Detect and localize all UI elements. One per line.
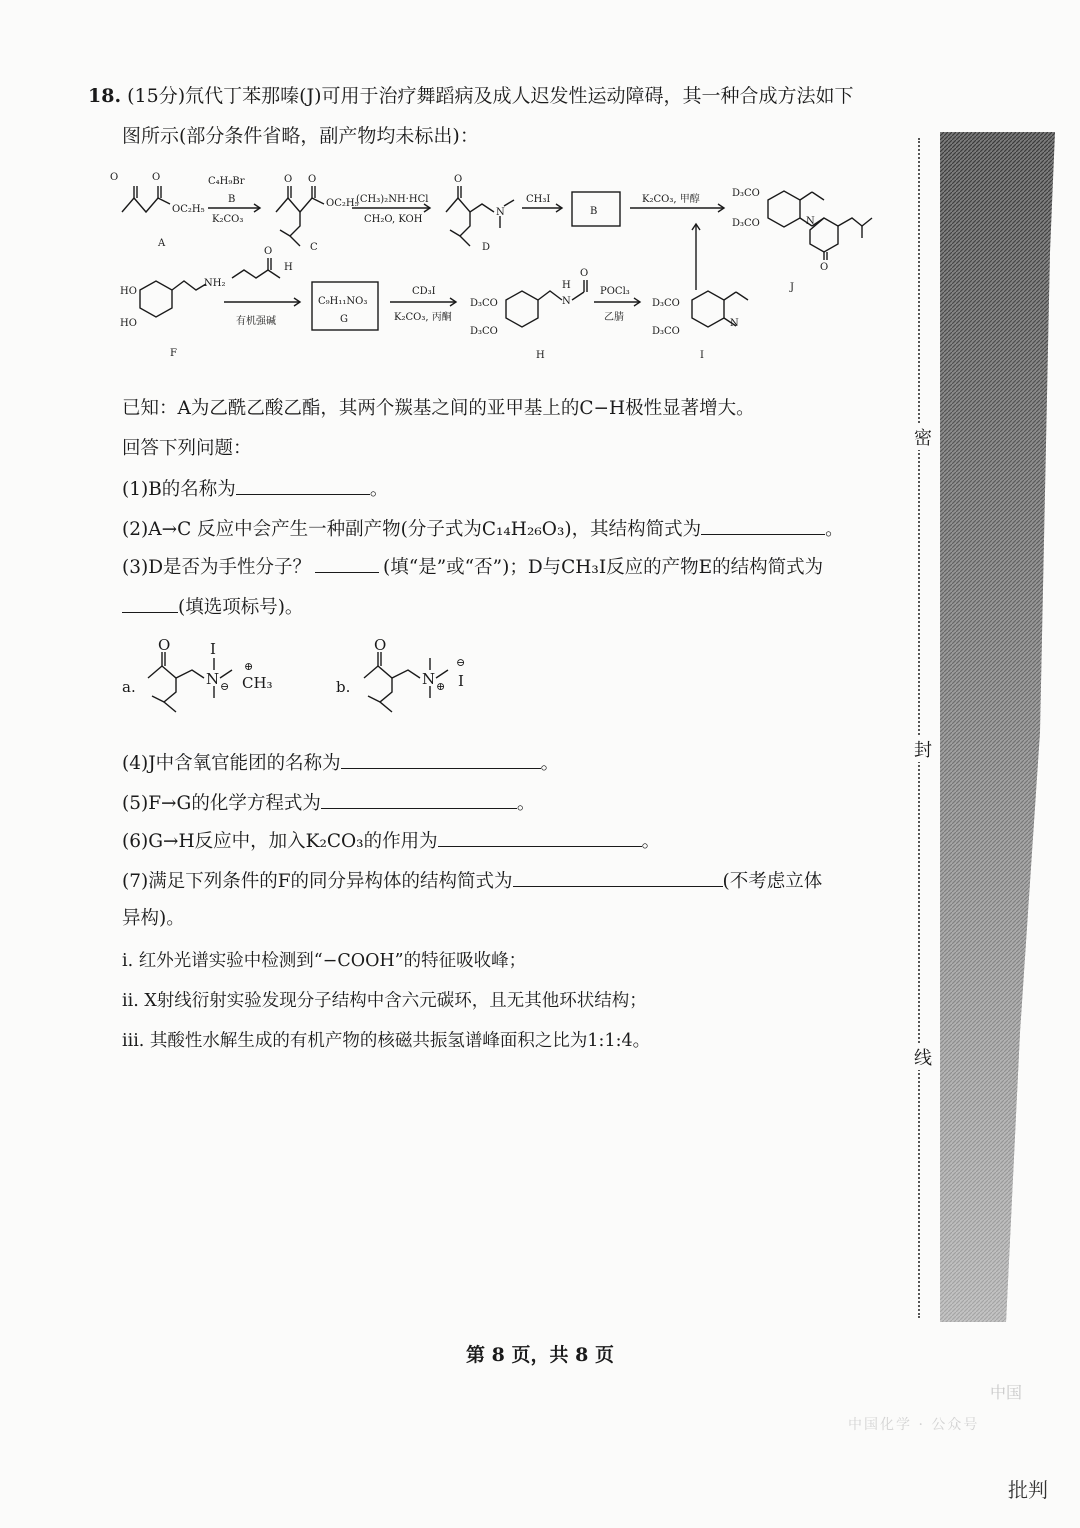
q1-text: (1)B的名称为	[122, 479, 236, 500]
label-h: H	[536, 350, 545, 361]
q3-text-a: (3)D是否为手性分子？	[122, 557, 312, 578]
margin-char-xian: 线	[912, 1044, 934, 1070]
compound-f-ring	[140, 281, 172, 317]
option-b-o: O	[374, 636, 387, 654]
option-a-plus: ⊕	[244, 660, 254, 673]
cond-a-c-mid: B	[228, 194, 236, 205]
label-i: I	[700, 350, 704, 361]
synthesis-scheme	[100, 160, 890, 380]
oc2h5-c: OC₂H₅	[326, 198, 359, 209]
option-b-plus: ⊕	[436, 680, 446, 693]
cond-f-g-bottom: 有机强碱	[236, 316, 276, 327]
condition-1: i. 红外光谱实验中检测到“−COOH”的特征吸收峰；	[122, 951, 527, 971]
question-5	[122, 788, 535, 819]
question-2	[122, 514, 844, 545]
title-line-2: 图所示(部分条件省略，副产物均未标出)：	[122, 125, 479, 147]
label-j: J	[790, 282, 795, 293]
n-label-j: N	[806, 216, 815, 227]
q7-text-a: (7)满足下列条件的F的同分异构体的结构简式为	[122, 871, 513, 892]
cond-g-h-bottom: K₂CO₃, 丙酮	[394, 312, 452, 323]
margin-char-mi: 密	[912, 424, 934, 450]
o-label-c2: O	[308, 174, 317, 185]
cond-e-j-top: K₂CO₃, 甲醇	[642, 194, 700, 205]
corner-text: 批判	[1008, 1478, 1048, 1502]
d3co-i1: D₃CO	[652, 298, 680, 309]
h-label-formate: H	[284, 262, 293, 273]
question-6	[122, 826, 660, 857]
o-label-j: O	[820, 262, 829, 273]
q3-text-b: (填“是”或“否”)；D与CH₃I反应的产物E的结构简式为	[383, 557, 824, 578]
n-label-i: N	[730, 318, 739, 329]
o-label-c1: O	[284, 174, 293, 185]
q1-answer-blank[interactable]	[236, 474, 370, 495]
q4-period: 。	[540, 753, 560, 774]
cond-a-c-top: C₄H₉Br	[208, 176, 245, 187]
cond-h-i-bottom: 乙腈	[604, 312, 624, 323]
compound-a-skeleton	[122, 198, 170, 212]
option-b-i: I	[458, 672, 464, 690]
o-label-d: O	[454, 174, 463, 185]
q4-text: (4)J中含氧官能团的名称为	[122, 753, 341, 774]
q4-answer-blank[interactable]	[341, 748, 541, 769]
margin-char-feng: 封	[912, 736, 934, 762]
option-b-minus: ⊖	[456, 656, 466, 669]
option-a-i: I	[210, 640, 216, 658]
q5-answer-blank[interactable]	[321, 788, 517, 809]
d3co-j1: D₃CO	[732, 188, 760, 199]
question-1	[122, 474, 388, 505]
q7-text-b: (不考虑立体	[722, 871, 823, 892]
o-label-a2: O	[152, 172, 161, 183]
margin-dotted-line	[918, 138, 920, 1318]
option-a-minus: ⊖	[220, 680, 230, 693]
q6-text: (6)G→H反应中，加入K₂CO₃的作用为	[122, 831, 438, 852]
n-label-h: N	[562, 296, 571, 307]
o-label-h: O	[580, 268, 589, 279]
o-label-formate: O	[264, 246, 273, 257]
q2-text: (2)A→C 反应中会产生一种副产物(分子式为C₁₄H₂₆O₃)，其结构简式为	[122, 519, 702, 540]
q3-text-c: (填选项标号)。	[178, 597, 304, 618]
known-info: 已知：A为乙酰乙酸乙酯，其两个羰基之间的亚甲基上的C−H极性显著增大。	[122, 398, 755, 419]
nh2-f: NH₂	[204, 278, 226, 289]
answer-prompt: 回答下列问题：	[122, 438, 252, 459]
o-label-a1: O	[110, 172, 119, 183]
cond-c-d-top: (CH₃)₂NH·HCl	[356, 194, 429, 205]
ho-f2: HO	[120, 318, 137, 329]
question-7-line-2: 异构)。	[122, 908, 185, 929]
q6-answer-blank[interactable]	[438, 826, 642, 847]
cond-g-h-top: CD₃I	[412, 286, 436, 297]
h-label-h: H	[562, 280, 571, 291]
label-g: G	[340, 314, 348, 325]
question-3-line-1	[122, 552, 823, 583]
d3co-j2: D₃CO	[732, 218, 760, 229]
q5-period: 。	[516, 793, 536, 814]
compound-h-ring	[506, 291, 538, 327]
watermark-logo: 中国	[990, 1383, 1023, 1402]
d3co-i2: D₃CO	[652, 326, 680, 337]
oc2h5-a: OC₂H₅	[172, 204, 205, 215]
cond-a-c-bottom: K₂CO₃	[212, 214, 244, 225]
option-b-n: N	[422, 670, 436, 688]
d3co-h1: D₃CO	[470, 298, 498, 309]
q3-chirality-blank[interactable]	[315, 552, 379, 573]
label-f: F	[170, 348, 177, 359]
q7-answer-blank[interactable]	[513, 866, 723, 887]
label-box-e: B	[590, 206, 598, 217]
option-b-label: b.	[336, 678, 351, 696]
option-a-ch3: CH₃	[242, 674, 273, 692]
title-line-1: (15分)氘代丁苯那嗪(J)可用于治疗舞蹈病及成人迟发性运动障碍，其一种合成方法如下	[127, 85, 854, 107]
label-a: A	[158, 238, 166, 249]
option-a-n: N	[206, 670, 220, 688]
question-title	[88, 76, 878, 156]
question-7-line-1	[122, 866, 822, 897]
watermark-text: 中国化学 · 公众号	[848, 1417, 980, 1433]
options-structures	[118, 630, 518, 740]
label-d: D	[482, 242, 491, 253]
d3co-h2: D₃CO	[470, 326, 498, 337]
question-3-line-2	[122, 592, 303, 623]
page-footer: 第 8 页，共 8 页	[466, 1344, 614, 1366]
g-formula: C₉H₁₁NO₃	[318, 296, 368, 307]
q2-answer-blank[interactable]	[701, 514, 825, 535]
cond-c-d-bottom: CH₂O, KOH	[364, 214, 423, 225]
condition-2: ii. X射线衍射实验发现分子结构中含六元碳环，且无其他环状结构；	[122, 991, 647, 1011]
compound-j-ring	[768, 191, 800, 227]
cond-d-e-top: CH₃I	[526, 194, 551, 205]
compound-i-ring	[692, 291, 724, 327]
cond-h-i-top: POCl₃	[600, 286, 630, 297]
label-c: C	[310, 242, 318, 253]
q2-period: 。	[825, 519, 844, 540]
option-a-o: O	[158, 636, 171, 654]
option-a-label: a.	[122, 678, 136, 696]
n-label-d: N	[496, 207, 505, 218]
question-number: 18.	[88, 85, 122, 107]
ho-f1: HO	[120, 286, 137, 297]
q5-text: (5)F→G的化学方程式为	[122, 793, 321, 814]
q3-option-blank[interactable]	[122, 592, 178, 613]
condition-3: iii. 其酸性水解生成的有机产物的核磁共振氢谱峰面积之比为1:1:4。	[122, 1031, 651, 1051]
margin-shaded-band	[940, 132, 1055, 1322]
question-4	[122, 748, 559, 779]
q6-period: 。	[641, 831, 661, 852]
q1-period: 。	[369, 479, 389, 500]
